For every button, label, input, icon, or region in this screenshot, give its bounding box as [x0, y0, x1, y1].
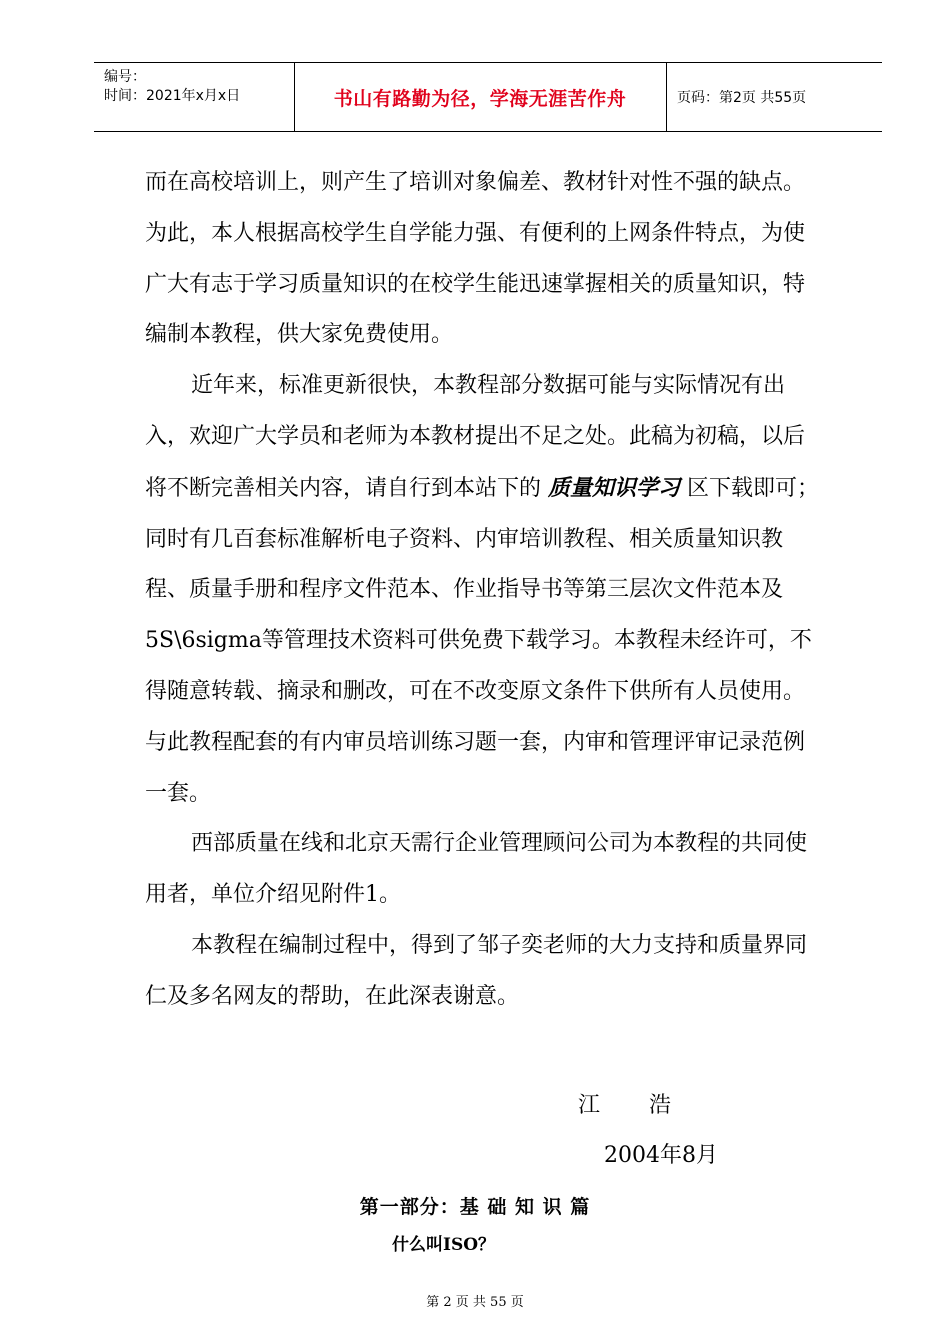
section-title: 第一部分：基 础 知 识 篇	[359, 1196, 591, 1218]
header-page-info: 页码：第2页 共55页	[677, 90, 807, 106]
paragraph-4: 本教程在编制过程中，得到了邹子奕老师的大力支持和质量界同仁及多名网友的帮助，在此深表谢意。	[145, 932, 808, 1009]
paragraph-1: 而在高校培训上，则产生了培训对象偏差、教材针对性不强的缺点。为此，本人根据高校学生自学能力强、有便利的上网条件特点，为使广大有志于学习质量知识的在校学生能迅速掌握相关的质量知识，特编制本教程，供大家免费使用。	[145, 170, 806, 348]
header-motto-cell	[294, 63, 667, 131]
document-time-label: 时间：2021年x月x日	[104, 88, 241, 104]
paragraph-2-text-start: 近年来，标准更新很快，本教程部分数据可能与实际情况有出入，欢迎广大学员和老师为本教材提出不足之处。此稿为初稿，以后将不断完善相关内容，请自行到本站下的	[145, 373, 806, 501]
page-header	[94, 62, 882, 132]
section-question: 什么叫ISO？	[392, 1235, 496, 1255]
header-motto: 书山有路勤为径，学海无涯苦作舟	[333, 87, 627, 110]
document-number-label: 编号：	[104, 69, 146, 85]
paragraph-2-text-end: 区下载即可；同时有几百套标准解析电子资料、内审培训教程、相关质量知识教程、质量手册和程序文件范本、作业指导书等第三层次文件范本及5S\6sigma等管理技术资料可供免费下载学习。本教程未经许可，不得随意转载、摘录和删改，可在不改变原文条件下供所有人员使用。与此教程配套的有内审员培训练习题一套，内审和管理评审记录范例一套。	[145, 475, 820, 806]
header-page-cell	[667, 63, 882, 131]
document-body	[145, 158, 825, 1023]
header-info-cell	[94, 63, 295, 131]
page-footer: 第 2 页 共 55 页	[426, 1295, 524, 1310]
download-section-link: 质量知识学习	[548, 474, 681, 501]
author-name: 江 浩	[578, 1093, 671, 1118]
paragraph-3: 西部质量在线和北京天需行企业管理顾问公司为本教程的共同使用者，单位介绍见附件1。	[145, 831, 808, 908]
author-date: 2004年8月	[604, 1143, 718, 1168]
paragraph-2	[145, 361, 825, 819]
